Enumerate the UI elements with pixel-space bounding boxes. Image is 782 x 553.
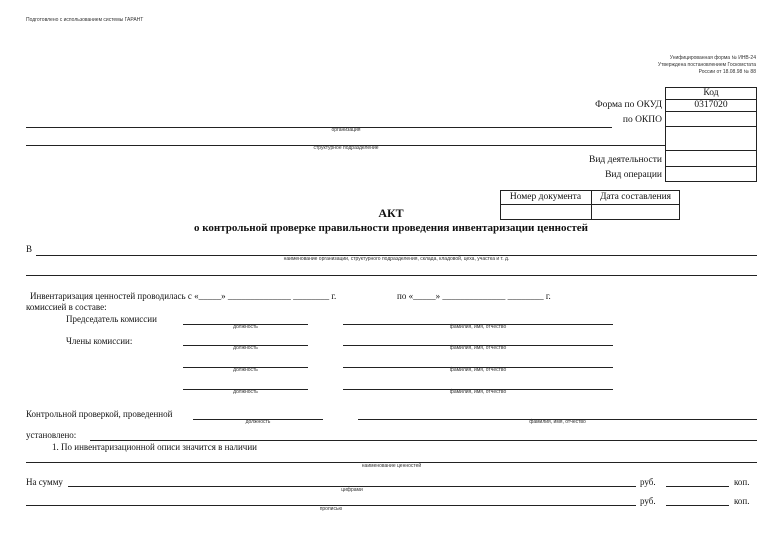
- kop-label: коп.: [734, 477, 750, 487]
- in-figures-caption: цифрами: [341, 487, 363, 493]
- established-label: установлено:: [26, 430, 77, 440]
- place-caption: наименование организации, структурного подразделения, склада, кладовой, цеха, участка и т. д.: [283, 256, 510, 262]
- codes-divider: [665, 150, 757, 151]
- position-caption: должность: [233, 389, 258, 395]
- doc-table-divider: [500, 204, 680, 205]
- inventory-period-to: по «_____» ______________ ________ г.: [397, 291, 551, 301]
- codes-divider: [665, 166, 757, 167]
- place-field-2[interactable]: [26, 275, 757, 276]
- kop-field[interactable]: [666, 505, 729, 506]
- doc-date-header: Дата составления: [599, 192, 672, 202]
- okud-label: Форма по ОКУД: [595, 100, 662, 110]
- okpo-label: по ОКПО: [622, 115, 662, 125]
- doc-number-header: Номер документа: [509, 192, 582, 202]
- values-name-caption: наименование ценностей: [361, 463, 422, 469]
- garant-note: Подготовлено с использованием системы ГАРАНТ: [26, 17, 144, 23]
- doc-title: АКТ: [378, 206, 404, 220]
- sum-label: На сумму: [26, 477, 63, 487]
- commission-label: комиссией в составе:: [26, 302, 107, 312]
- division-caption: структурное подразделение: [313, 145, 379, 151]
- organization-caption: организация: [331, 127, 361, 133]
- control-check-label: Контрольной проверкой, проведенной: [26, 409, 173, 419]
- kop-label: коп.: [734, 496, 750, 506]
- activity-label: Вид деятельности: [588, 155, 662, 165]
- in-words-caption: прописью: [319, 506, 343, 512]
- codes-divider: [665, 126, 757, 127]
- members-label: Члены комиссии:: [66, 336, 133, 346]
- fio-caption: фамилия, имя, отчество: [449, 367, 507, 373]
- in-label: В: [26, 244, 33, 254]
- unified-form-label: Унифицированная форма № ИНВ-24: [669, 55, 756, 61]
- fio-caption: фамилия, имя, отчество: [449, 345, 507, 351]
- position-caption: должность: [233, 324, 258, 330]
- inventory-period-from: Инвентаризация ценностей проводилась с «_____» ______________ ________ г.: [30, 291, 337, 301]
- fio-caption: фамилия, имя, отчество: [449, 389, 507, 395]
- chairman-label: Председатель комиссии: [66, 314, 157, 324]
- codes-divider: [665, 111, 757, 112]
- okud-value[interactable]: 0317020: [694, 100, 728, 110]
- established-field[interactable]: [90, 440, 757, 441]
- position-caption: должность: [233, 367, 258, 373]
- fio-caption: фамилия, имя, отчество: [529, 419, 586, 425]
- kod-header: Код: [703, 88, 719, 98]
- item1-label: 1. По инвентаризационной описи значится в наличии: [52, 442, 257, 452]
- operation-label: Вид операции: [605, 170, 662, 180]
- approved-date-label: России от 18.08.98 № 88: [698, 69, 756, 75]
- approved-by-label: Утверждена постановлением Госкомстата: [657, 62, 756, 68]
- rub-label: руб.: [640, 477, 656, 487]
- rub-label: руб.: [640, 496, 656, 506]
- doc-subtitle: о контрольной проверке правильности проведения инвентаризации ценностей: [193, 222, 589, 234]
- position-caption: должность: [233, 345, 258, 351]
- fio-caption: фамилия, имя, отчество: [449, 324, 507, 330]
- kop-field[interactable]: [666, 486, 729, 487]
- position-caption: должность: [245, 419, 271, 425]
